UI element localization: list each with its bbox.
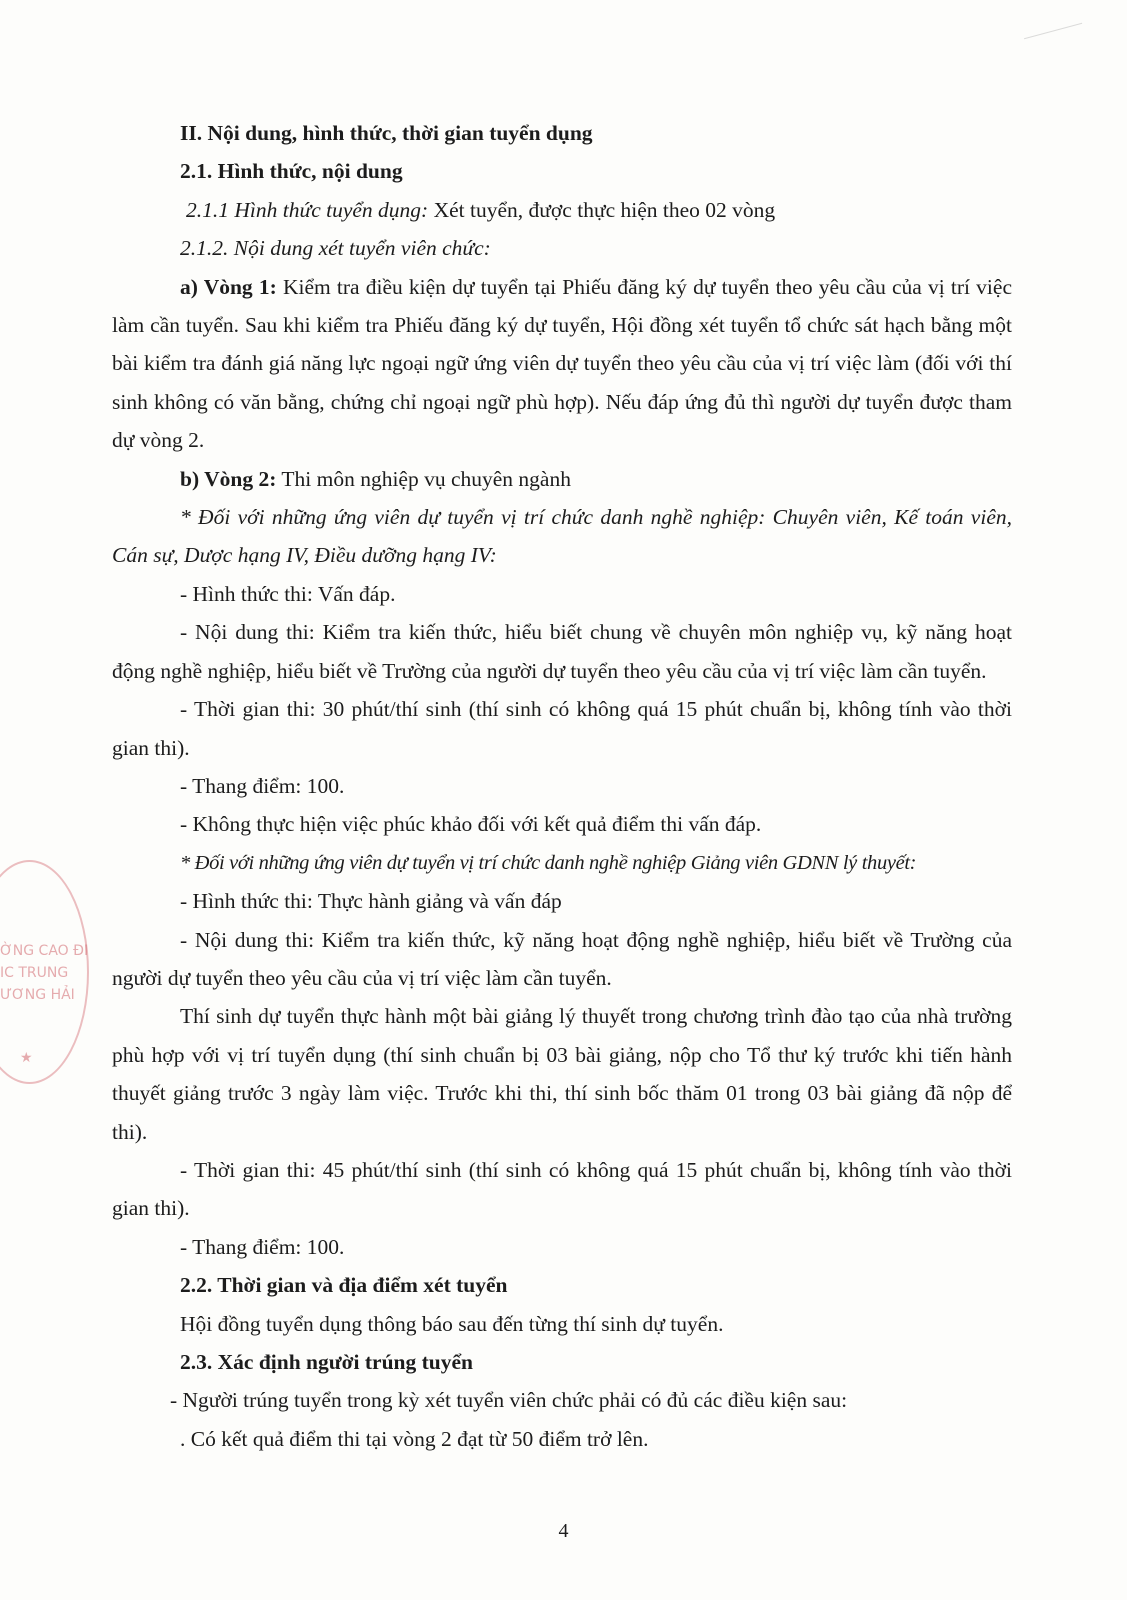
- stamp-star-icon: ★: [20, 1051, 33, 1066]
- page-number: 4: [558, 1520, 569, 1542]
- scan-mark: [1024, 23, 1090, 68]
- g2-practice: Thí sinh dự tuyển thực hành một bài giảng lý thuyết trong chương trình đào tạo của nhà trường phù hợp với vị trí tuyển dụng (thí sinh chuẩn bị 03 bài giảng, nộp cho Tổ thư ký trước khi tiến hành thuyết giảng trước 3 ngày làm việc. Trước khi thi, thí sinh bốc thăm 01 trong 03 bài giảng đã nộp để thi).: [112, 1004, 1012, 1144]
- paragraph-2-3-a: - Người trúng tuyển trong kỳ xét tuyển viên chức phải có đủ các điều kiện sau:: [170, 1388, 848, 1413]
- g1-no-review: - Không thực hiện việc phúc khảo đối với kết quả điểm thi vấn đáp.: [180, 812, 762, 837]
- g1-scale: - Thang điểm: 100.: [180, 773, 345, 798]
- g2-scale: - Thang điểm: 100.: [180, 1234, 345, 1259]
- heading-2-1: 2.1. Hình thức, nội dung: [180, 159, 403, 184]
- group-1-title: * Đối với những ứng viên dự tuyển vị trí chức danh nghề nghiệp: Chuyên viên, Kế toán viên, Cán sự, Dược hạng IV, Điều dưỡng hạng IV:: [112, 505, 1012, 568]
- paragraph-round-1: a) Vòng 1: Kiểm tra điều kiện dự tuyển tại Phiếu đăng ký dự tuyển theo yêu cầu của vị trí việc làm cần tuyển. Sau khi kiểm tra Phiếu đăng ký dự tuyển, Hội đồng xét tuyển tổ chức sát hạch bằng một bài kiểm tra đánh giá năng lực ngoại ngữ ứng viên dự tuyển theo yêu cầu của vị trí việc làm (đối với thí sinh không có văn bằng, chứng chỉ ngoại ngữ phù hợp). Nếu đáp ứng đủ thì người dự tuyển được tham dự vòng 2.: [112, 274, 1012, 453]
- document-body: [112, 114, 1012, 1458]
- paragraph-round-2: b) Vòng 2: Thi môn nghiệp vụ chuyên ngành: [180, 466, 571, 491]
- stamp-text: ỜNG CAO ĐI IC TRUNG ƯƠNG HẢI: [0, 943, 89, 1003]
- g2-content: - Nội dung thi: Kiểm tra kiến thức, kỹ năng hoạt động nghề nghiệp, hiểu biết về Trường của người dự tuyển theo yêu cầu của vị trí việc làm cần tuyển.: [112, 927, 1012, 990]
- group-2-title: * Đối với những ứng viên dự tuyển vị trí chức danh nghề nghiệp Giảng viên GDNN lý thuyết:: [180, 851, 917, 874]
- g1-time: - Thời gian thi: 30 phút/thí sinh (thí sinh có không quá 15 phút chuẩn bị, không tính vào thời gian thi).: [112, 697, 1012, 760]
- g2-form: - Hình thức thi: Thực hành giảng và vấn đáp: [180, 889, 562, 914]
- paragraph-2-2: Hội đồng tuyển dụng thông báo sau đến từng thí sinh dự tuyển.: [180, 1311, 724, 1336]
- paragraph-2-3-b: . Có kết quả điểm thi tại vòng 2 đạt từ 50 điểm trở lên.: [180, 1426, 649, 1451]
- heading-section-ii: II. Nội dung, hình thức, thời gian tuyển dụng: [180, 121, 593, 145]
- g1-content: - Nội dung thi: Kiểm tra kiến thức, hiểu biết chung về chuyên môn nghiệp vụ, kỹ năng hoạt động nghề nghiệp, hiểu biết về Trường của người dự tuyển theo yêu cầu của vị trí việc làm cần tuyển.: [112, 620, 1012, 683]
- g1-form: - Hình thức thi: Vấn đáp.: [180, 581, 396, 606]
- heading-2-3: 2.3. Xác định người trúng tuyển: [180, 1350, 474, 1374]
- heading-2-2: 2.2. Thời gian và địa điểm xét tuyển: [180, 1273, 508, 1298]
- paragraph-2-1-1: 2.1.1 Hình thức tuyển dụng: Xét tuyển, được thực hiện theo 02 vòng: [186, 197, 776, 222]
- g2-time: - Thời gian thi: 45 phút/thí sinh (thí sinh có không quá 15 phút chuẩn bị, không tính vào thời gian thi).: [112, 1157, 1012, 1221]
- paragraph-2-1-2: 2.1.2. Nội dung xét tuyển viên chức:: [180, 236, 491, 261]
